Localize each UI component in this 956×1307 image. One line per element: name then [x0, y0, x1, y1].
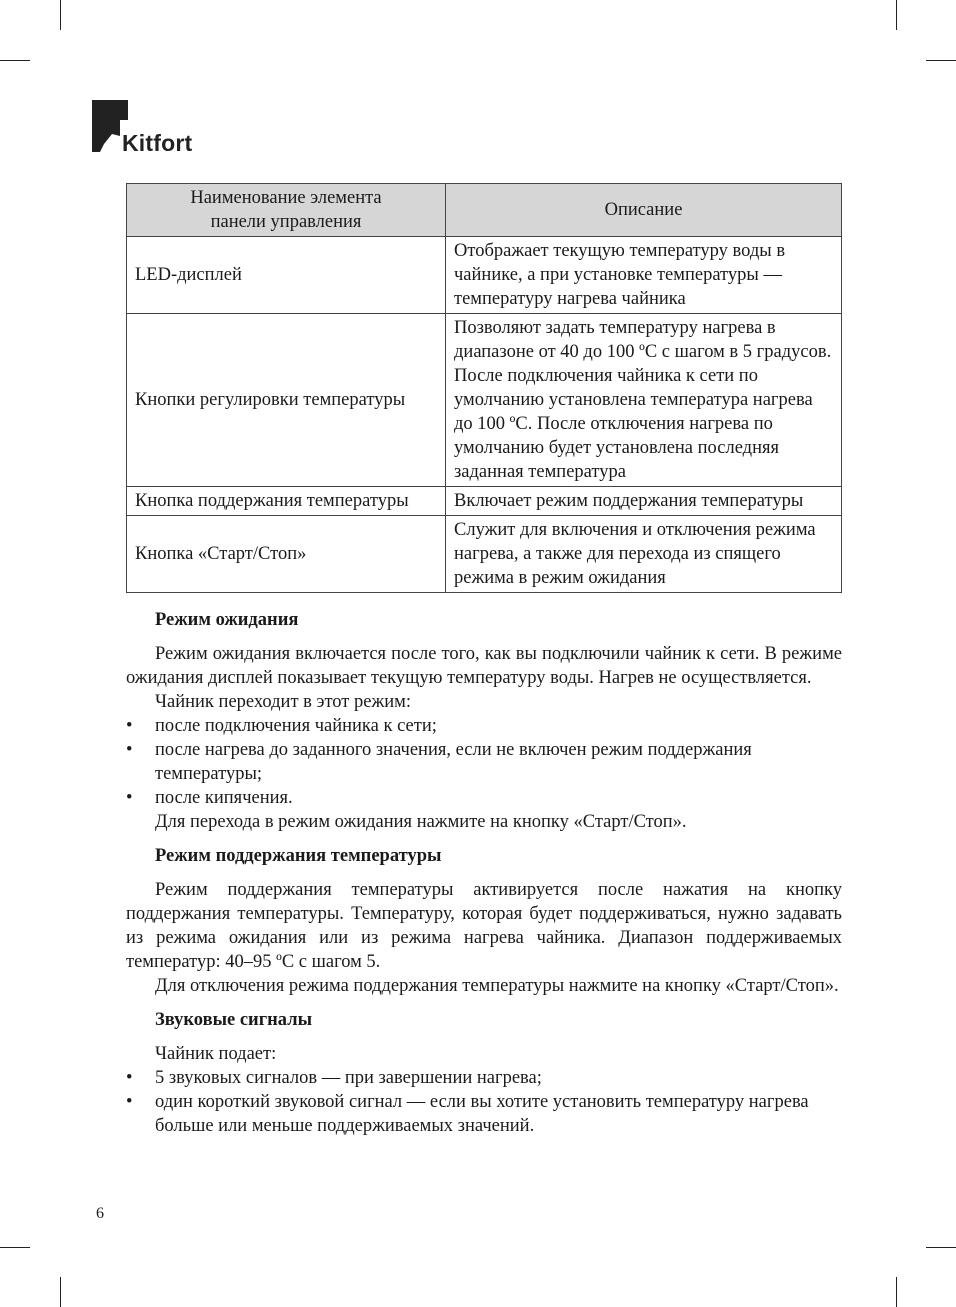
crop-mark	[926, 60, 956, 61]
brand-name: Kitfort	[122, 130, 193, 156]
table-row	[127, 487, 842, 516]
row-name: LED-дисплей	[127, 237, 446, 314]
section-sounds	[126, 1008, 842, 1138]
bullet-list	[126, 1066, 842, 1138]
list-item: • после кипячения.	[126, 786, 842, 810]
crop-mark	[60, 1277, 61, 1307]
crop-mark	[896, 1277, 897, 1307]
row-name: Кнопка «Старт/Стоп»	[127, 516, 446, 593]
section-title: Режим поддержания температуры	[155, 846, 442, 866]
bullet-list	[126, 714, 842, 810]
list-item: • после подключения чайника к сети;	[126, 714, 842, 738]
row-name: Кнопка поддержания температуры	[127, 487, 446, 516]
row-name: Кнопки регулировки температуры	[127, 314, 446, 487]
crop-mark	[0, 1247, 30, 1248]
list-item: • один короткий звуковой сигнал — если вы хотите установить температуру нагрева больше или меньше поддерживаемых значений.	[126, 1090, 842, 1138]
paragraph: Режим поддержания температуры активируется после нажатия на кнопку поддержания температуры. Температуру, которая будет поддерживаться, нужно задавать из режима ожидания или из режима нагрева чайника. Диапазон поддерживаемых температур: 40–95 ºС с шагом 5.	[126, 880, 842, 972]
list-item: • 5 звуковых сигналов — при завершении нагрева;	[126, 1066, 842, 1090]
row-description: Служит для включения и отключения режима нагрева, а также для перехода из спящего режима в режим ожидания	[446, 516, 842, 593]
paragraph: Режим ожидания включается после того, как вы подключили чайник к сети. В режиме ожидания дисплей показывает текущую температуру воды. Нагрев не осуществляется.	[126, 644, 842, 688]
paragraph: Чайник подает:	[155, 1044, 277, 1064]
table-row	[127, 516, 842, 593]
section-keepwarm	[126, 844, 842, 998]
crop-mark	[0, 60, 30, 61]
crop-mark	[60, 0, 61, 30]
header-name-text: Наименование элемента панели управления	[190, 188, 382, 232]
table-header-description: Описание	[446, 184, 842, 237]
row-description: Отображает текущую температуру воды в чайнике, а при установке температуры — температуру нагрева чайника	[446, 237, 842, 314]
page-number: 6	[96, 1205, 104, 1222]
control-panel-table	[126, 183, 842, 593]
crop-mark	[926, 1247, 956, 1248]
paragraph: Для отключения режима поддержания температуры нажмите на кнопку «Старт/Стоп».	[155, 976, 839, 996]
row-description: Включает режим поддержания температуры	[446, 487, 842, 516]
section-title: Звуковые сигналы	[155, 1010, 313, 1030]
paragraph: Чайник переходит в этот режим:	[155, 692, 412, 712]
table-header-name	[127, 184, 446, 237]
table-row	[127, 237, 842, 314]
paragraph: Для перехода в режим ожидания нажмите на кнопку «Старт/Стоп».	[155, 812, 687, 832]
section-standby	[126, 608, 842, 834]
row-description: Позволяют задать температуру нагрева в диапазоне от 40 до 100 ºС с шагом в 5 градусов. После подключения чайника к сети по умолчанию установлена температура нагрева до 100 ºС. После отключения нагрева по умолчанию будет установлена последняя заданная температура	[446, 314, 842, 487]
list-item: • после нагрева до заданного значения, если не включен режим поддержания температуры;	[126, 738, 842, 786]
table-header-row	[127, 184, 842, 237]
manual-content	[126, 608, 842, 1148]
section-title: Режим ожидания	[155, 610, 299, 630]
crop-mark	[896, 0, 897, 30]
table-row	[127, 314, 842, 487]
